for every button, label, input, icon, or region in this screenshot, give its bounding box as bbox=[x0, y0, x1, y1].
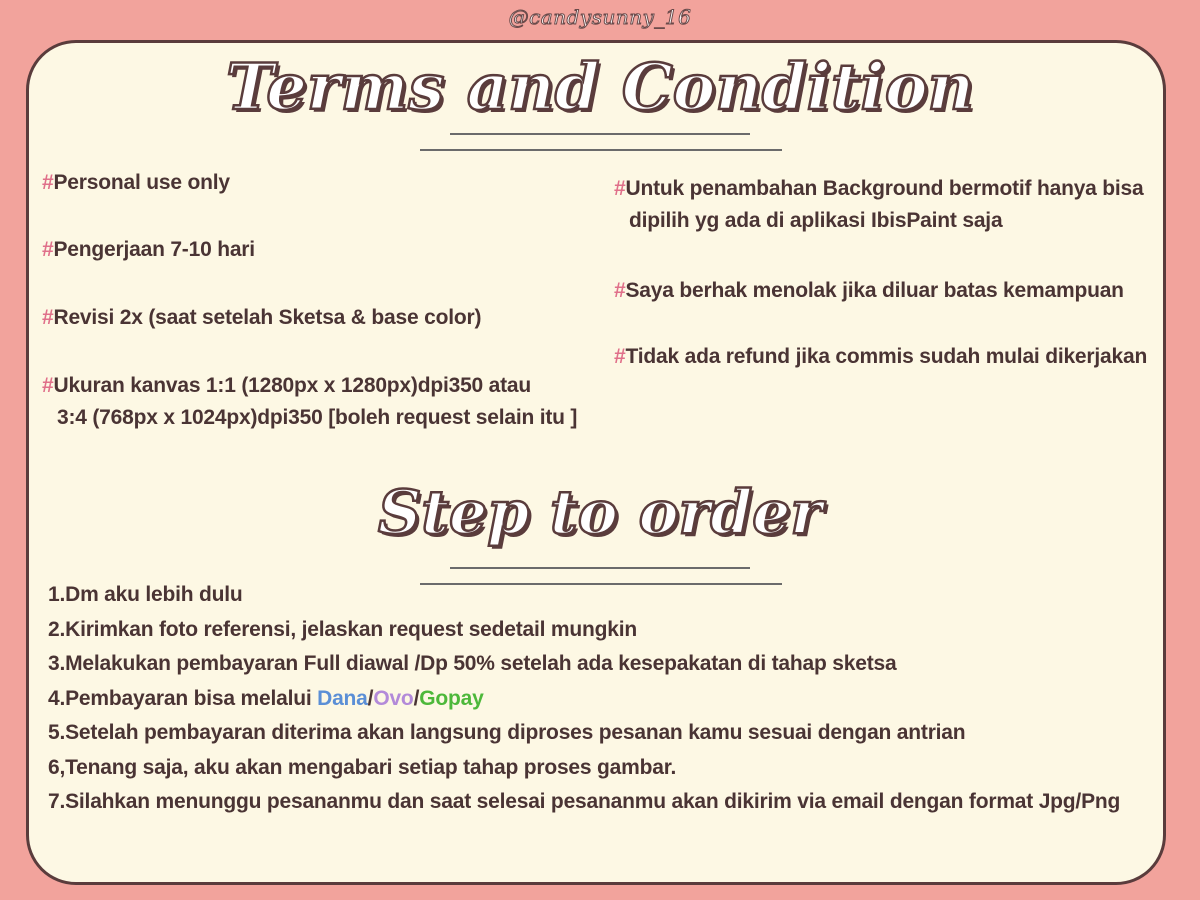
separator: / bbox=[367, 686, 374, 710]
steps-rule-top bbox=[450, 567, 750, 569]
step-3: 3.Melakukan pembayaran Full diawal /Dp 50% setelah ada kesepakatan di tahap sketsa bbox=[48, 652, 897, 675]
term-text: Tidak ada refund jika commis sudah mulai dikerjakan bbox=[625, 345, 1148, 368]
term-canvas-size bbox=[42, 370, 577, 434]
steps-title: Step to order bbox=[377, 478, 823, 548]
term-background bbox=[614, 173, 1144, 237]
term-text: Pengerjaan 7-10 hari bbox=[53, 238, 255, 261]
step-4-text: 4.Pembayaran bisa melalui bbox=[48, 686, 318, 710]
term-text: Revisi 2x (saat setelah Sketsa & base color) bbox=[53, 306, 482, 329]
hash-mark: # bbox=[614, 345, 626, 368]
term-text-cont: dipilih yg ada di aplikasi IbisPaint saja bbox=[629, 209, 1003, 232]
term-text: Saya berhak menolak jika diluar batas kemampuan bbox=[625, 279, 1124, 302]
term-no-refund bbox=[614, 341, 1147, 373]
step-6: 6,Tenang saja, aku akan mengabari setiap tahap proses gambar. bbox=[48, 755, 677, 779]
author-handle: @candysunny_16 bbox=[508, 5, 692, 29]
step-4 bbox=[48, 682, 1120, 717]
steps-list bbox=[48, 578, 1120, 820]
hash-mark: # bbox=[42, 374, 54, 397]
term-personal-use bbox=[42, 167, 230, 199]
term-text-cont: 3:4 (768px x 1024px)dpi350 [boleh request selain itu ] bbox=[57, 406, 578, 429]
term-text: Ukuran kanvas 1:1 (1280px x 1280px)dpi350 atau bbox=[53, 374, 532, 397]
hash-mark: # bbox=[614, 177, 626, 200]
payment-gopay: Gopay bbox=[419, 686, 484, 710]
term-refuse bbox=[614, 275, 1124, 307]
payment-ovo: Ovo bbox=[373, 686, 414, 710]
step-7: 7.Silahkan menunggu pesananmu dan saat selesai pesananmu akan dikirim via email dengan format Jpg/Png bbox=[48, 790, 1121, 813]
terms-title: Terms and Condition bbox=[225, 50, 975, 125]
terms-rule-bottom bbox=[420, 149, 782, 151]
separator: / bbox=[413, 686, 420, 710]
terms-rule-top bbox=[450, 133, 750, 135]
hash-mark: # bbox=[42, 171, 54, 194]
payment-dana: Dana bbox=[317, 686, 368, 710]
term-text: Untuk penambahan Background bermotif hanya bisa bbox=[625, 177, 1144, 200]
step-1: 1.Dm aku lebih dulu bbox=[48, 583, 243, 606]
step-5: 5.Setelah pembayaran diterima akan langsung diproses pesanan kamu sesuai dengan antrian bbox=[48, 721, 966, 744]
hash-mark: # bbox=[614, 279, 626, 302]
term-text: Personal use only bbox=[53, 171, 230, 194]
hash-mark: # bbox=[42, 306, 54, 329]
term-revision bbox=[42, 302, 481, 334]
step-2: 2.Kirimkan foto referensi, jelaskan request sedetail mungkin bbox=[48, 617, 638, 641]
term-duration bbox=[42, 234, 255, 266]
hash-mark: # bbox=[42, 238, 54, 261]
